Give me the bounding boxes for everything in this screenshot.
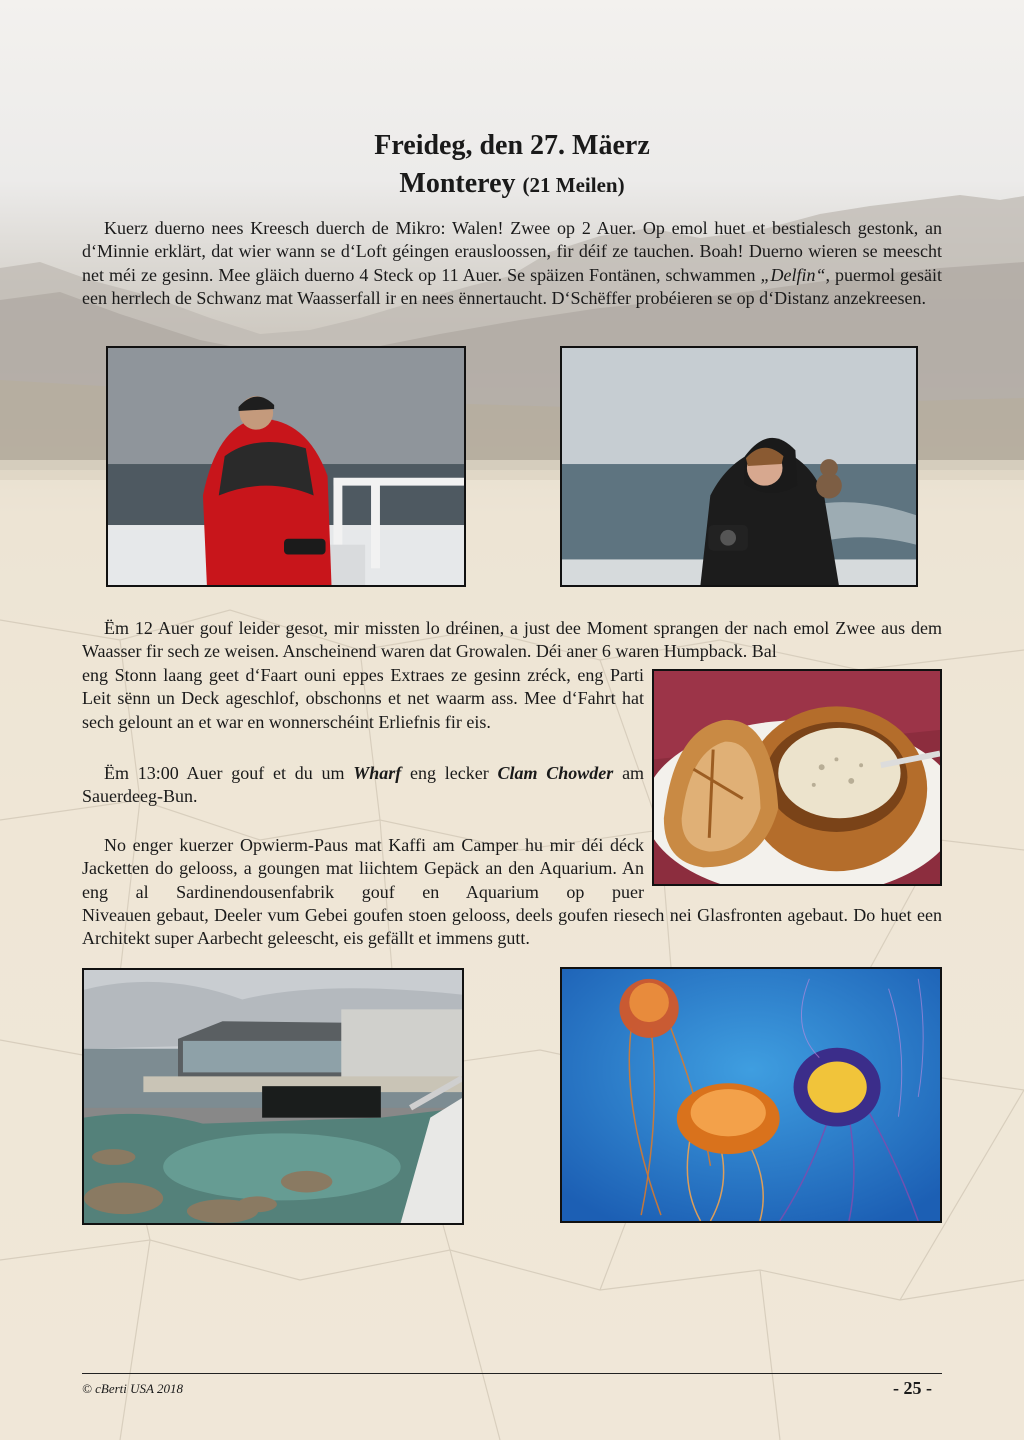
paragraph-aquarium-wrap: No enger kuerzer Opwierm-Paus mat Kaffi am Camper hu mir déi déck Jacketten do gelooss, a goungen mat liichtem Gepäck an den Aquarium. An eng al Sardinendousenfabrik gouf en Aquarium op puer — [82, 835, 644, 902]
paragraph-whales-text: Kuerz duerno nees Kreesch duerch de Mikro: Walen! Zwee op 2 Auer. Op emol huet et bestialesch gestonk, an d‘Minnie erklärt, dat wier wann se d‘Loft géingen erausloossen, fir déif ze tauchen. Boah! Duerno wieren se meescht net méi ze gesinn. Mee gläich duerno 4 Steck op 11 Auer. Se späizen Fontänen, schwammen — [82, 218, 942, 285]
page-title: Freideg, den 27. Mäerz — [374, 130, 650, 161]
paragraph-whales-rest: , puermol gesäit een herrlech de Schwanz mat Waasserfall ir en nees ënnertaucht. D‘Schëffer probéieren se op d‘Distanz anzekreesen. — [82, 264, 942, 309]
paragraph-lunch-mid: eng lecker — [410, 763, 489, 783]
page-number: - 25 - — [893, 1378, 932, 1398]
paragraph-return-trip-wrap: eng Stonn laang geet d‘Faart ouni eppes Extraes ze gesinn zréck, eng Parti Leit sënn un Deck ageschlof, obschonns et net waarm ass. Mee d‘Fahrt hat sech gelount an et war en wonnerschéint Erliefnis fir eis. — [82, 665, 644, 732]
paragraph-return-trip: Ëm 12 Auer gouf leider gesot, mir missten lo dréinen, a just dee Moment sprangen der nach emol Zwee aus dem Waasser fir sech ze weisen. Anscheinend waren dat Growalen. Déi aner 6 waren Humpback. Bal — [82, 618, 942, 662]
clam-chowder-emphasis: Clam Chowder — [497, 763, 614, 783]
paragraph-whales-italic: „Delfin“ — [760, 264, 826, 285]
page-subtitle — [0, 168, 1024, 200]
paragraph-whales — [82, 217, 942, 311]
photo-clam-chowder — [652, 669, 942, 886]
photo-woman-camera — [560, 346, 918, 587]
footer-copyright: © cBerti USA 2018 — [82, 1381, 183, 1396]
photo-man-red-jacket — [106, 346, 466, 587]
paragraph-aquarium: Niveauen gebaut, Deeler vum Gebei goufen stoen gelooss, deels goufen riesech nei Glasfronten agebaut. Do huet een Architekt super Aarbecht geleescht, eis gefällt et immens gutt. — [82, 905, 942, 949]
wharf-emphasis: Wharf — [353, 763, 402, 783]
location-name: Monterey — [399, 168, 516, 199]
distance-label: (21 Meilen) — [522, 173, 625, 197]
paragraph-lunch — [82, 762, 644, 809]
footer-divider — [82, 1373, 942, 1374]
paragraph-lunch-end: am Sauerdeeg-Bun. — [82, 763, 645, 807]
paragraph-lunch-start: Ëm 13:00 Auer gouf et du um — [104, 763, 345, 783]
photo-jellyfish — [560, 967, 942, 1223]
photo-aquarium-building — [82, 968, 464, 1225]
